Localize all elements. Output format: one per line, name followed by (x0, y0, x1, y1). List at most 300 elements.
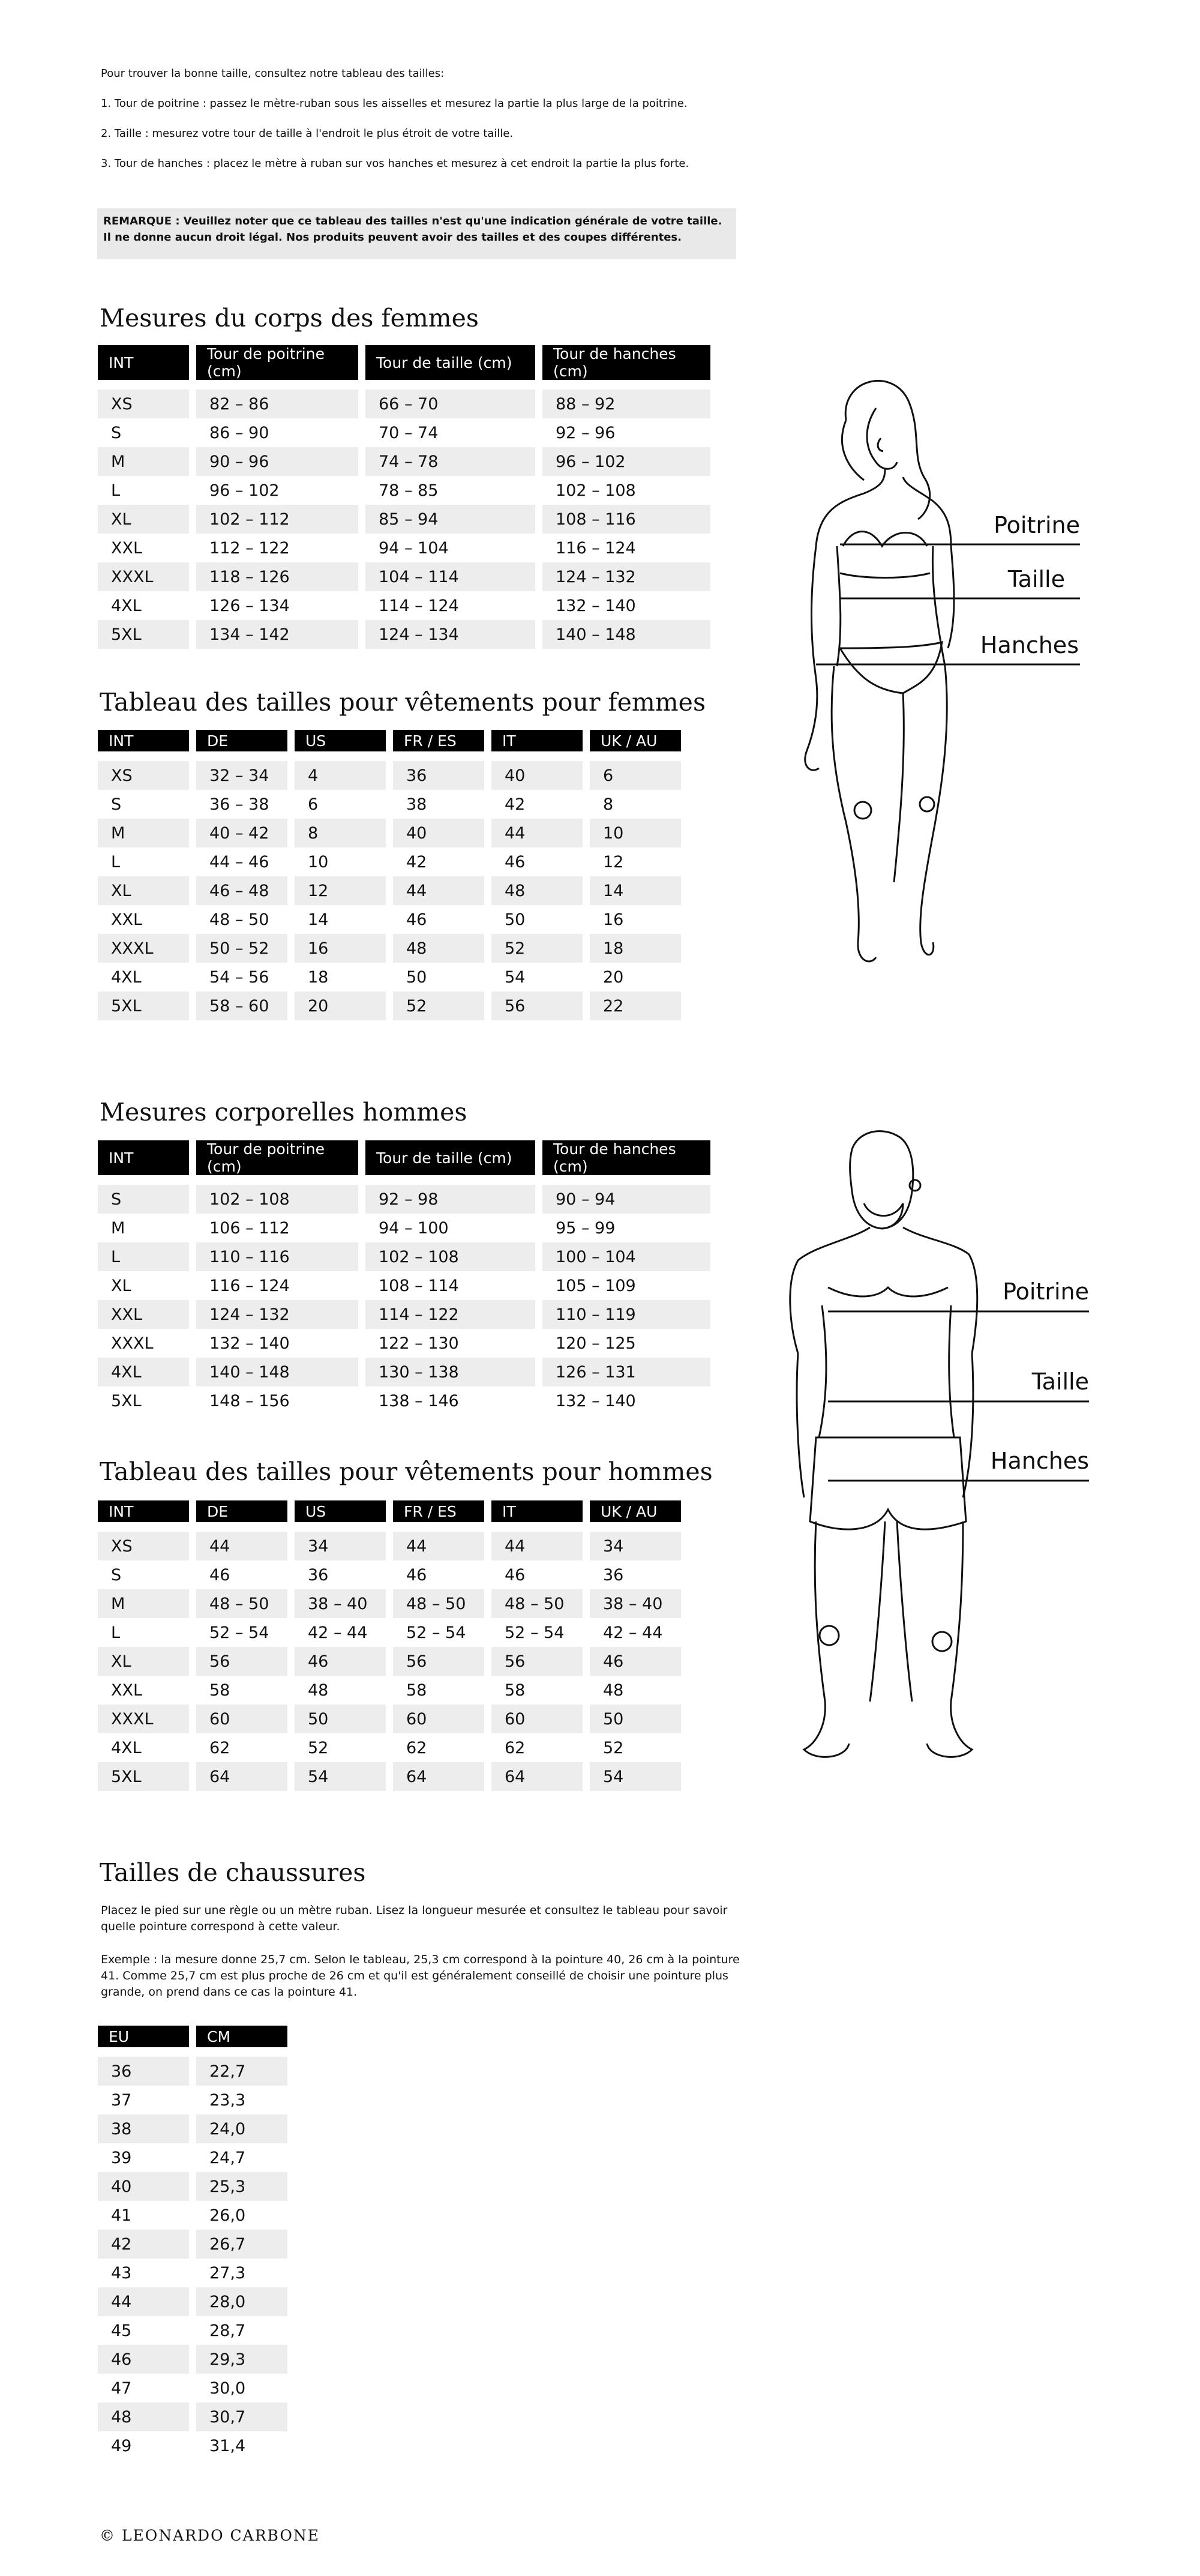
table-cell: 10 (590, 819, 681, 847)
table-row (98, 1589, 681, 1618)
table-cell: 48 – 50 (491, 1589, 590, 1618)
right-knee (920, 797, 934, 811)
table-row (98, 2316, 287, 2345)
table-row (98, 1618, 681, 1647)
table-row (98, 2143, 287, 2172)
table-cell: 5XL (98, 620, 196, 649)
left-leg (832, 666, 876, 961)
table-cell: 56 (393, 1647, 491, 1676)
table-cell: 46 (491, 847, 590, 876)
column-header: Tour de poitrine (cm) (196, 1140, 365, 1185)
table-cell: 23,3 (196, 2086, 287, 2114)
left-arm (797, 1353, 804, 1497)
table-cell: 130 – 138 (365, 1358, 542, 1386)
table-header-row (98, 1140, 710, 1185)
table-cell: XL (98, 876, 196, 905)
table-cell: 8 (590, 790, 681, 819)
table-cell: 60 (393, 1705, 491, 1733)
table-cell: 40 (393, 819, 491, 847)
women-waist-label: Taille (1007, 566, 1065, 592)
face-outline (867, 408, 897, 469)
table-cell: 56 (196, 1647, 295, 1676)
table-cell: 36 – 38 (196, 790, 295, 819)
intro-lead: Pour trouver la bonne taille, consultez notre tableau des tailles: (101, 67, 445, 80)
table-cell: 62 (491, 1733, 590, 1762)
table-row (98, 1647, 681, 1676)
hair-outline (845, 381, 929, 519)
table-cell: XL (98, 1271, 196, 1300)
table-cell: 110 – 116 (196, 1242, 365, 1271)
table-row (98, 2086, 287, 2114)
table-cell: 44 (491, 819, 590, 847)
table-cell: XXL (98, 1300, 196, 1329)
column-header: Tour de hanches (cm) (542, 1140, 710, 1185)
table-cell: 132 – 140 (542, 1386, 710, 1415)
table-cell: 37 (98, 2086, 196, 2114)
table-row (98, 1676, 681, 1705)
table-cell: 32 – 34 (196, 761, 295, 790)
table-cell: 6 (295, 790, 393, 819)
column-header: IT (491, 730, 590, 761)
table-cell: 47 (98, 2374, 196, 2403)
right-shoulder (903, 477, 951, 546)
table-cell: 58 (393, 1676, 491, 1705)
left-shoulder (816, 468, 885, 546)
table-cell: 48 (590, 1676, 681, 1705)
table-row (98, 1185, 710, 1214)
table-cell: 66 – 70 (365, 390, 542, 418)
men-body-title: Mesures corporelles hommes (100, 1098, 467, 1127)
table-row (98, 620, 710, 649)
ear (910, 1180, 920, 1191)
table-cell: XXXL (98, 1329, 196, 1358)
table-cell: XS (98, 761, 196, 790)
table-cell: M (98, 1589, 196, 1618)
table-cell: 44 (393, 1532, 491, 1560)
women-figure-illustration (774, 366, 1098, 1002)
table-cell: 116 – 124 (196, 1271, 365, 1300)
table-cell: 38 – 40 (295, 1589, 393, 1618)
table-cell: 49 (98, 2431, 196, 2460)
table-cell: 112 – 122 (196, 534, 365, 562)
head-outline (850, 1131, 913, 1229)
table-cell: 24,7 (196, 2143, 287, 2172)
table-row (98, 1358, 710, 1386)
table-cell: XXXL (98, 562, 196, 591)
nose (878, 438, 883, 451)
men-chest-label: Poitrine (1003, 1278, 1089, 1305)
table-cell: 138 – 146 (365, 1386, 542, 1415)
inner-leg (894, 693, 904, 882)
table-cell: 26,0 (196, 2201, 287, 2230)
table-cell: 54 (491, 963, 590, 992)
torso-right (949, 1305, 954, 1437)
table-cell: 94 – 104 (365, 534, 542, 562)
table-cell: 41 (98, 2201, 196, 2230)
table-cell: 48 – 50 (196, 905, 295, 934)
table-cell: 58 (196, 1676, 295, 1705)
table-cell: 58 (491, 1676, 590, 1705)
table-cell: 10 (295, 847, 393, 876)
table-cell: 42 (491, 790, 590, 819)
right-knee (932, 1632, 952, 1651)
table-cell: 46 (491, 1560, 590, 1589)
column-header: Tour de taille (cm) (365, 345, 542, 390)
table-cell: 16 (590, 905, 681, 934)
table-cell: 36 (393, 761, 491, 790)
table-cell: 29,3 (196, 2345, 287, 2374)
table-cell: 46 (393, 1560, 491, 1589)
table-cell: 44 (98, 2287, 196, 2316)
table-cell: 62 (393, 1733, 491, 1762)
table-cell: 46 (590, 1647, 681, 1676)
table-cell: 31,4 (196, 2431, 287, 2460)
left-arm (805, 546, 819, 770)
table-cell: 42 (393, 847, 491, 876)
left-leg (804, 1521, 849, 1757)
table-cell: 52 – 54 (196, 1618, 295, 1647)
table-cell: 104 – 114 (365, 562, 542, 591)
table-cell: 5XL (98, 1386, 196, 1415)
bra-band (840, 573, 930, 578)
table-cell: 14 (295, 905, 393, 934)
table-cell: 108 – 114 (365, 1271, 542, 1300)
table-cell: 85 – 94 (365, 505, 542, 534)
table-cell: 4 (295, 761, 393, 790)
table-row (98, 1733, 681, 1762)
column-header: DE (196, 1500, 295, 1532)
table-cell: XS (98, 390, 196, 418)
table-row (98, 2431, 287, 2460)
intro-step-waist: 2. Taille : mesurez votre tour de taille à l'endroit le plus étroit de votre taille. (101, 127, 514, 140)
table-cell: 20 (590, 963, 681, 992)
table-cell: 54 (590, 1762, 681, 1791)
table-cell: S (98, 1185, 196, 1214)
table-cell: 116 – 124 (542, 534, 710, 562)
table-cell: 82 – 86 (196, 390, 365, 418)
table-row (98, 505, 710, 534)
table-cell: 34 (590, 1532, 681, 1560)
table-cell: M (98, 447, 196, 476)
table-row (98, 761, 681, 790)
table-row (98, 2201, 287, 2230)
table-cell: 124 – 134 (365, 620, 542, 649)
table-cell: 22,7 (196, 2057, 287, 2086)
table-cell: 64 (196, 1762, 295, 1791)
table-cell: 94 – 100 (365, 1214, 542, 1242)
table-cell: 26,7 (196, 2230, 287, 2259)
table-cell: XL (98, 505, 196, 534)
column-header: INT (98, 345, 196, 390)
table-cell: L (98, 1242, 196, 1271)
column-header: INT (98, 730, 196, 761)
men-waist-label: Taille (1031, 1368, 1089, 1395)
table-cell: 38 – 40 (590, 1589, 681, 1618)
table-row (98, 790, 681, 819)
column-header: US (295, 1500, 393, 1532)
pecs (828, 1287, 948, 1296)
table-cell: 48 (98, 2403, 196, 2431)
table-cell: 92 – 96 (542, 418, 710, 447)
table-cell: 124 – 132 (542, 562, 710, 591)
table-cell: 132 – 140 (196, 1329, 365, 1358)
table-cell: 8 (295, 819, 393, 847)
table-cell: 40 (491, 761, 590, 790)
table-cell: 30,0 (196, 2374, 287, 2403)
table-cell: 39 (98, 2143, 196, 2172)
table-cell: 54 – 56 (196, 963, 295, 992)
table-cell: 43 (98, 2259, 196, 2287)
table-cell: 18 (590, 934, 681, 963)
torso-left (819, 1305, 826, 1437)
table-row (98, 876, 681, 905)
table-cell: 50 (295, 1705, 393, 1733)
table-cell: 56 (491, 992, 590, 1020)
table-cell: S (98, 1560, 196, 1589)
table-cell: 5XL (98, 992, 196, 1020)
table-cell: 5XL (98, 1762, 196, 1791)
table-cell: 27,3 (196, 2259, 287, 2287)
table-row (98, 1242, 710, 1271)
table-cell: 16 (295, 934, 393, 963)
table-cell: 40 (98, 2172, 196, 2201)
table-cell: 14 (590, 876, 681, 905)
table-row (98, 2403, 287, 2431)
table-cell: 4XL (98, 963, 196, 992)
table-cell: 48 (393, 934, 491, 963)
disclaimer-note: REMARQUE : Veuillez noter que ce tableau des tailles n'est qu'une indication générale de votre taille. Il ne donne aucun droit légal. Nos produits peuvent avoir des tailles et des coupes différentes. (97, 208, 736, 259)
table-cell: 140 – 148 (542, 620, 710, 649)
shoe-paragraph-measure: Placez le pied sur une règle ou un mètre ruban. Lisez la longueur mesurée et consultez le tableau pour savoir quelle pointure correspond à cette valeur. (101, 1904, 728, 1933)
column-header: CM (196, 2026, 287, 2057)
table-cell: XXL (98, 905, 196, 934)
table-cell: 46 (196, 1560, 295, 1589)
table-cell: XXXL (98, 1705, 196, 1733)
table-row (98, 847, 681, 876)
right-leg (927, 1521, 972, 1757)
table-row (98, 1214, 710, 1242)
table-row (98, 476, 710, 505)
women-body-title: Mesures du corps des femmes (100, 304, 479, 333)
briefs-outline (840, 642, 942, 693)
table-cell: 50 – 52 (196, 934, 295, 963)
table-cell: 36 (98, 2057, 196, 2086)
table-cell: 4XL (98, 1733, 196, 1762)
column-header: FR / ES (393, 1500, 491, 1532)
column-header: UK / AU (590, 730, 681, 761)
left-inner-leg (870, 1521, 885, 1702)
copyright: © LEONARDO CARBONE (100, 2527, 320, 2544)
table-cell: 106 – 112 (196, 1214, 365, 1242)
table-cell: 62 (196, 1733, 295, 1762)
men-hips-label: Hanches (990, 1448, 1089, 1474)
table-cell: XL (98, 1647, 196, 1676)
table-row (98, 2287, 287, 2316)
left-knee (854, 802, 871, 819)
shoe-paragraph-example: Exemple : la mesure donne 25,7 cm. Selon le tableau, 25,3 cm correspond à la pointure 40, 26 cm à la pointure 41. Comme 25,7 cm est plus proche de 26 cm et qu'il est généralement conseillé de choisir une pointure plus grande, on prend dans ce cas la pointure 41. (101, 1953, 740, 1999)
table-row (98, 534, 710, 562)
women-clothing-title: Tableau des tailles pour vêtements pour femmes (100, 688, 706, 717)
table-cell: 95 – 99 (542, 1214, 710, 1242)
table-cell: 102 – 108 (196, 1185, 365, 1214)
men-clothing-title: Tableau des tailles pour vêtements pour hommes (100, 1457, 713, 1486)
table-cell: 12 (590, 847, 681, 876)
women-hips-label: Hanches (980, 632, 1079, 658)
table-cell: 52 (295, 1733, 393, 1762)
table-row (98, 390, 710, 418)
table-cell: S (98, 790, 196, 819)
table-row (98, 2172, 287, 2201)
table-cell: 100 – 104 (542, 1242, 710, 1271)
table-cell: 28,7 (196, 2316, 287, 2345)
table-cell: 64 (491, 1762, 590, 1791)
table-header-row (98, 730, 681, 761)
women-clothing-table (98, 730, 681, 1020)
table-row (98, 1762, 681, 1791)
table-cell: 108 – 116 (542, 505, 710, 534)
table-cell: 22 (590, 992, 681, 1020)
table-header-row (98, 2026, 287, 2057)
table-row (98, 819, 681, 847)
table-cell: 50 (590, 1705, 681, 1733)
table-cell: 60 (491, 1705, 590, 1733)
table-cell: 114 – 122 (365, 1300, 542, 1329)
table-cell: 24,0 (196, 2114, 287, 2143)
table-cell: 36 (295, 1560, 393, 1589)
table-cell: 34 (295, 1532, 393, 1560)
column-header: INT (98, 1500, 196, 1532)
table-cell: XXL (98, 534, 196, 562)
left-knee (820, 1626, 839, 1645)
left-shoulder (790, 1227, 870, 1353)
column-header: DE (196, 730, 295, 761)
column-header: Tour de taille (cm) (365, 1140, 542, 1185)
table-cell: 118 – 126 (196, 562, 365, 591)
table-cell: 50 (393, 963, 491, 992)
table-cell: 48 – 50 (196, 1589, 295, 1618)
table-cell: 28,0 (196, 2287, 287, 2316)
table-row (98, 2114, 287, 2143)
right-arm (963, 1353, 973, 1497)
men-clothing-table (98, 1500, 681, 1791)
table-cell: M (98, 1214, 196, 1242)
table-cell: 50 (491, 905, 590, 934)
table-cell: 48 (295, 1676, 393, 1705)
table-cell: 48 (491, 876, 590, 905)
table-cell: 52 – 54 (491, 1618, 590, 1647)
table-cell: 70 – 74 (365, 418, 542, 447)
table-cell: 54 (295, 1762, 393, 1791)
table-cell: 90 – 94 (542, 1185, 710, 1214)
table-cell: 4XL (98, 591, 196, 620)
table-cell: 132 – 140 (542, 591, 710, 620)
shoes-title: Tailles de chaussures (100, 1858, 366, 1887)
table-cell: 25,3 (196, 2172, 287, 2201)
table-row (98, 1532, 681, 1560)
table-cell: 18 (295, 963, 393, 992)
table-header-row (98, 345, 710, 390)
table-cell: 92 – 98 (365, 1185, 542, 1214)
table-cell: 96 – 102 (196, 476, 365, 505)
table-cell: 42 – 44 (295, 1618, 393, 1647)
table-cell: XXXL (98, 934, 196, 963)
table-row (98, 905, 681, 934)
table-cell: 46 (393, 905, 491, 934)
table-cell: 102 – 108 (542, 476, 710, 505)
table-cell: 102 – 108 (365, 1242, 542, 1271)
table-row (98, 1300, 710, 1329)
table-cell: 58 – 60 (196, 992, 295, 1020)
table-cell: 30,7 (196, 2403, 287, 2431)
torso-right (932, 546, 945, 666)
table-cell: 122 – 130 (365, 1329, 542, 1358)
table-cell: 78 – 85 (365, 476, 542, 505)
table-cell: 86 – 90 (196, 418, 365, 447)
table-cell: 60 (196, 1705, 295, 1733)
table-cell: 126 – 134 (196, 591, 365, 620)
table-row (98, 1705, 681, 1733)
table-cell: 44 (393, 876, 491, 905)
table-cell: 40 – 42 (196, 819, 295, 847)
table-cell: 52 (393, 992, 491, 1020)
table-row (98, 591, 710, 620)
women-chest-label: Poitrine (994, 512, 1080, 538)
table-cell: 114 – 124 (365, 591, 542, 620)
column-header: IT (491, 1500, 590, 1532)
right-inner-leg (897, 1521, 912, 1702)
table-cell: 74 – 78 (365, 447, 542, 476)
shoe-instructions (101, 1903, 740, 2017)
table-cell: S (98, 418, 196, 447)
table-cell: 124 – 132 (196, 1300, 365, 1329)
table-cell: 134 – 142 (196, 620, 365, 649)
table-row (98, 2230, 287, 2259)
table-row (98, 934, 681, 963)
table-cell: 102 – 112 (196, 505, 365, 534)
table-cell: 48 – 50 (393, 1589, 491, 1618)
table-cell: L (98, 1618, 196, 1647)
table-row (98, 2374, 287, 2403)
table-cell: 46 (98, 2345, 196, 2374)
table-cell: 120 – 125 (542, 1329, 710, 1358)
intro-step-chest: 1. Tour de poitrine : passez le mètre-ruban sous les aisselles et mesurez la partie la plus large de la poitrine. (101, 97, 688, 110)
table-cell: L (98, 476, 196, 505)
table-cell: 148 – 156 (196, 1386, 365, 1415)
table-cell: 52 (590, 1733, 681, 1762)
shorts-outline (810, 1437, 966, 1529)
table-row (98, 1271, 710, 1300)
table-cell: XS (98, 1532, 196, 1560)
right-arm (948, 546, 954, 648)
table-cell: 20 (295, 992, 393, 1020)
table-cell: 12 (295, 876, 393, 905)
table-cell: XXL (98, 1676, 196, 1705)
table-cell: 6 (590, 761, 681, 790)
table-row (98, 1329, 710, 1358)
table-cell: 56 (491, 1647, 590, 1676)
hair-left (842, 420, 864, 480)
table-cell: 44 – 46 (196, 847, 295, 876)
table-row (98, 963, 681, 992)
table-cell: 44 (196, 1532, 295, 1560)
intro-instructions (101, 66, 737, 186)
table-header-row (98, 1500, 681, 1532)
men-figure-illustration (780, 1125, 1092, 1774)
table-cell: 126 – 131 (542, 1358, 710, 1386)
table-row (98, 2259, 287, 2287)
table-cell: 36 (590, 1560, 681, 1589)
men-body-table (98, 1140, 710, 1415)
